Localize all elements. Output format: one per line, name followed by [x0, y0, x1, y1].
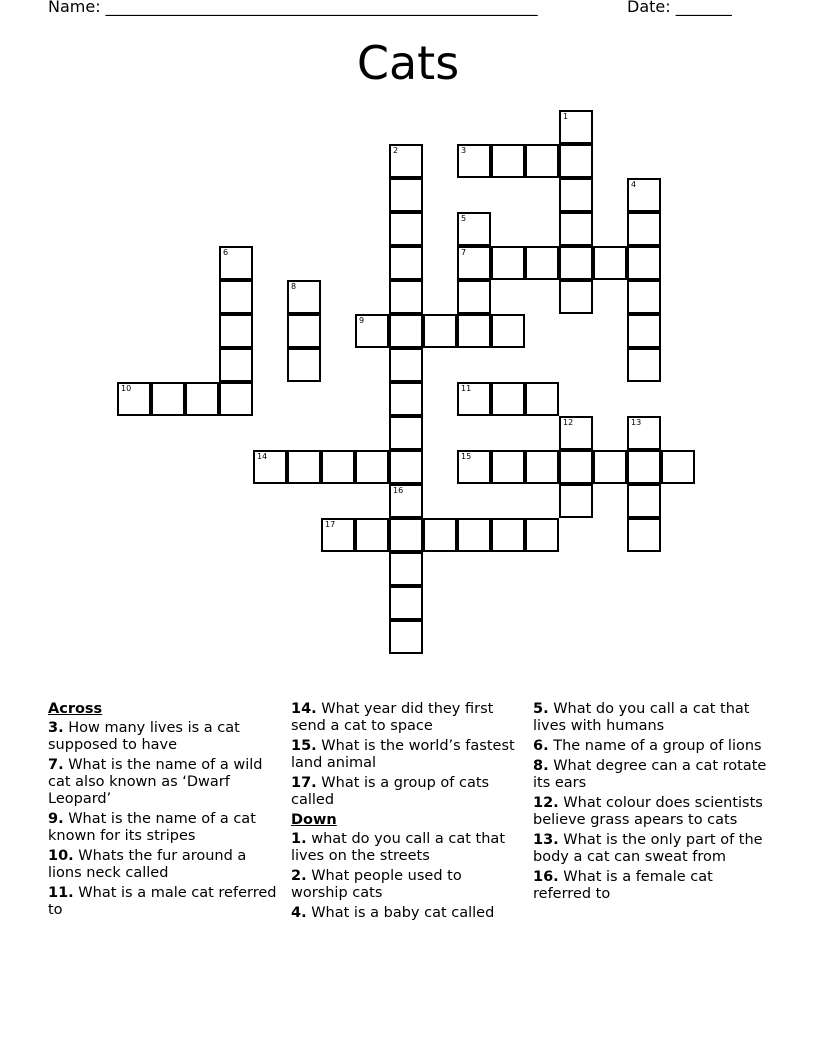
- grid-cell[interactable]: [219, 314, 253, 348]
- grid-cell[interactable]: [389, 586, 423, 620]
- grid-cell[interactable]: [457, 280, 491, 314]
- page-title: Cats: [356, 36, 460, 90]
- cell-number: 14: [257, 452, 268, 461]
- grid-cell[interactable]: [559, 178, 593, 212]
- grid-cell[interactable]: [389, 484, 423, 518]
- grid-cell[interactable]: [389, 314, 423, 348]
- cell-number: 15: [461, 452, 472, 461]
- cell-number: 3: [461, 146, 467, 155]
- clues-column-2: [291, 701, 521, 925]
- grid-cell[interactable]: [491, 246, 525, 280]
- grid-cell[interactable]: [525, 450, 559, 484]
- clue-number: 14.: [291, 701, 317, 717]
- clue-item: [533, 795, 773, 829]
- grid-cell[interactable]: [491, 382, 525, 416]
- grid-cell[interactable]: [457, 144, 491, 178]
- grid-cell[interactable]: [559, 110, 593, 144]
- down-heading: Down: [291, 812, 337, 828]
- cell-number: 9: [359, 316, 365, 325]
- clue-number: 3.: [48, 720, 64, 736]
- date-field[interactable]: Date: _______: [627, 0, 732, 16]
- grid-cell[interactable]: [525, 246, 559, 280]
- cell-number: 1: [563, 112, 569, 121]
- clue-text: What is a female cat referred to: [533, 869, 713, 902]
- grid-cell[interactable]: [185, 382, 219, 416]
- grid-cell[interactable]: [389, 246, 423, 280]
- grid-cell[interactable]: [559, 212, 593, 246]
- grid-cell[interactable]: [559, 246, 593, 280]
- clue-item: [291, 868, 521, 902]
- grid-cell[interactable]: [389, 552, 423, 586]
- grid-cell[interactable]: [627, 280, 661, 314]
- clue-number: 16.: [533, 869, 559, 885]
- clue-item: [533, 869, 773, 903]
- across-heading: Across: [48, 701, 103, 717]
- grid-cell[interactable]: [355, 518, 389, 552]
- grid-cell[interactable]: [559, 144, 593, 178]
- cell-number: 5: [461, 214, 467, 223]
- grid-cell[interactable]: [389, 348, 423, 382]
- cell-number: 10: [121, 384, 132, 393]
- grid-cell[interactable]: [117, 382, 151, 416]
- clue-text: What is the name of a cat known for its stripes: [48, 811, 256, 844]
- clue-item: [533, 832, 773, 866]
- clue-text: What colour does scientists believe grass apears to cats: [533, 795, 763, 828]
- grid-cell[interactable]: [389, 382, 423, 416]
- grid-cell[interactable]: [627, 450, 661, 484]
- grid-cell[interactable]: [457, 314, 491, 348]
- grid-cell[interactable]: [321, 450, 355, 484]
- grid-cell[interactable]: [457, 246, 491, 280]
- grid-cell[interactable]: [491, 518, 525, 552]
- grid-cell[interactable]: [423, 518, 457, 552]
- grid-cell[interactable]: [219, 382, 253, 416]
- clue-text: What do you call a cat that lives with humans: [533, 701, 750, 734]
- clue-text: What is the world’s fastest land animal: [291, 738, 515, 771]
- clue-item: [291, 905, 521, 922]
- grid-cell[interactable]: [457, 518, 491, 552]
- grid-cell[interactable]: [627, 178, 661, 212]
- grid-cell[interactable]: [389, 212, 423, 246]
- grid-cell[interactable]: [389, 416, 423, 450]
- clue-item: [48, 885, 278, 919]
- clue-number: 1.: [291, 831, 307, 847]
- clue-text: what do you call a cat that lives on the streets: [291, 831, 506, 864]
- cell-number: 2: [393, 146, 399, 155]
- grid-cell[interactable]: [627, 348, 661, 382]
- clues-column-1: [48, 701, 278, 922]
- clue-text: What degree can a cat rotate its ears: [533, 758, 767, 791]
- grid-cell[interactable]: [627, 246, 661, 280]
- clue-text: Whats the fur around a lions neck called: [48, 848, 247, 881]
- clue-item: [291, 775, 521, 809]
- clue-item: [533, 738, 773, 755]
- grid-cell[interactable]: [389, 518, 423, 552]
- clue-text: How many lives is a cat supposed to have: [48, 720, 240, 753]
- name-field[interactable]: Name: ______________________________________________________: [48, 0, 538, 16]
- clue-number: 4.: [291, 905, 307, 921]
- grid-cell[interactable]: [525, 382, 559, 416]
- clue-item: [533, 701, 773, 735]
- clue-number: 12.: [533, 795, 559, 811]
- grid-cell[interactable]: [627, 416, 661, 450]
- grid-cell[interactable]: [219, 280, 253, 314]
- clue-number: 11.: [48, 885, 74, 901]
- grid-cell[interactable]: [525, 518, 559, 552]
- clue-item: [48, 848, 278, 882]
- grid-cell[interactable]: [627, 212, 661, 246]
- grid-cell[interactable]: [389, 178, 423, 212]
- grid-cell[interactable]: [525, 144, 559, 178]
- grid-cell[interactable]: [287, 450, 321, 484]
- clue-item: [48, 757, 278, 808]
- grid-cell[interactable]: [491, 144, 525, 178]
- grid-cell[interactable]: [559, 280, 593, 314]
- clue-number: 10.: [48, 848, 74, 864]
- clue-text: What is a group of cats called: [291, 775, 490, 808]
- grid-cell[interactable]: [253, 450, 287, 484]
- grid-cell[interactable]: [389, 144, 423, 178]
- clue-number: 6.: [533, 738, 549, 754]
- grid-cell[interactable]: [457, 450, 491, 484]
- grid-cell[interactable]: [355, 314, 389, 348]
- clue-number: 13.: [533, 832, 559, 848]
- clue-item: [48, 720, 278, 754]
- cell-number: 16: [393, 486, 404, 495]
- clue-text: What people used to worship cats: [291, 868, 462, 901]
- clue-text: The name of a group of lions: [553, 738, 762, 754]
- clue-text: What is the only part of the body a cat can sweat from: [533, 832, 763, 865]
- grid-cell[interactable]: [627, 518, 661, 552]
- cell-number: 7: [461, 248, 467, 257]
- grid-cell[interactable]: [287, 314, 321, 348]
- clue-number: 8.: [533, 758, 549, 774]
- clue-item: [291, 701, 521, 735]
- clue-text: What is a male cat referred to: [48, 885, 277, 918]
- grid-cell[interactable]: [287, 280, 321, 314]
- grid-cell[interactable]: [457, 212, 491, 246]
- clue-number: 7.: [48, 757, 64, 773]
- grid-cell[interactable]: [423, 314, 457, 348]
- grid-cell[interactable]: [491, 450, 525, 484]
- grid-cell[interactable]: [559, 450, 593, 484]
- clue-item: [291, 738, 521, 772]
- grid-cell[interactable]: [593, 246, 627, 280]
- cell-number: 4: [631, 180, 637, 189]
- grid-cell[interactable]: [287, 348, 321, 382]
- clue-text: What year did they first send a cat to space: [291, 701, 494, 734]
- cell-number: 6: [223, 248, 229, 257]
- cell-number: 11: [461, 384, 472, 393]
- grid-cell[interactable]: [593, 450, 627, 484]
- grid-cell[interactable]: [321, 518, 355, 552]
- cell-number: 12: [563, 418, 574, 427]
- clue-text: What is the name of a wild cat also known as ‘Dwarf Leopard’: [48, 757, 263, 807]
- clue-number: 15.: [291, 738, 317, 754]
- clue-item: [48, 811, 278, 845]
- grid-cell[interactable]: [661, 450, 695, 484]
- grid-cell[interactable]: [559, 416, 593, 450]
- grid-cell[interactable]: [491, 314, 525, 348]
- grid-cell[interactable]: [389, 450, 423, 484]
- grid-cell[interactable]: [457, 382, 491, 416]
- grid-cell[interactable]: [389, 280, 423, 314]
- clue-number: 17.: [291, 775, 317, 791]
- clue-item: [291, 831, 521, 865]
- grid-cell[interactable]: [151, 382, 185, 416]
- grid-cell[interactable]: [627, 314, 661, 348]
- clue-text: What is a baby cat called: [311, 905, 495, 921]
- grid-cell[interactable]: [219, 348, 253, 382]
- grid-cell[interactable]: [219, 246, 253, 280]
- clue-number: 9.: [48, 811, 64, 827]
- cell-number: 17: [325, 520, 336, 529]
- clues-column-3: [533, 701, 773, 906]
- grid-cell[interactable]: [389, 620, 423, 654]
- grid-cell[interactable]: [627, 484, 661, 518]
- clue-number: 2.: [291, 868, 307, 884]
- clue-item: [533, 758, 773, 792]
- grid-cell[interactable]: [355, 450, 389, 484]
- cell-number: 8: [291, 282, 297, 291]
- cell-number: 13: [631, 418, 642, 427]
- clue-number: 5.: [533, 701, 549, 717]
- grid-cell[interactable]: [559, 484, 593, 518]
